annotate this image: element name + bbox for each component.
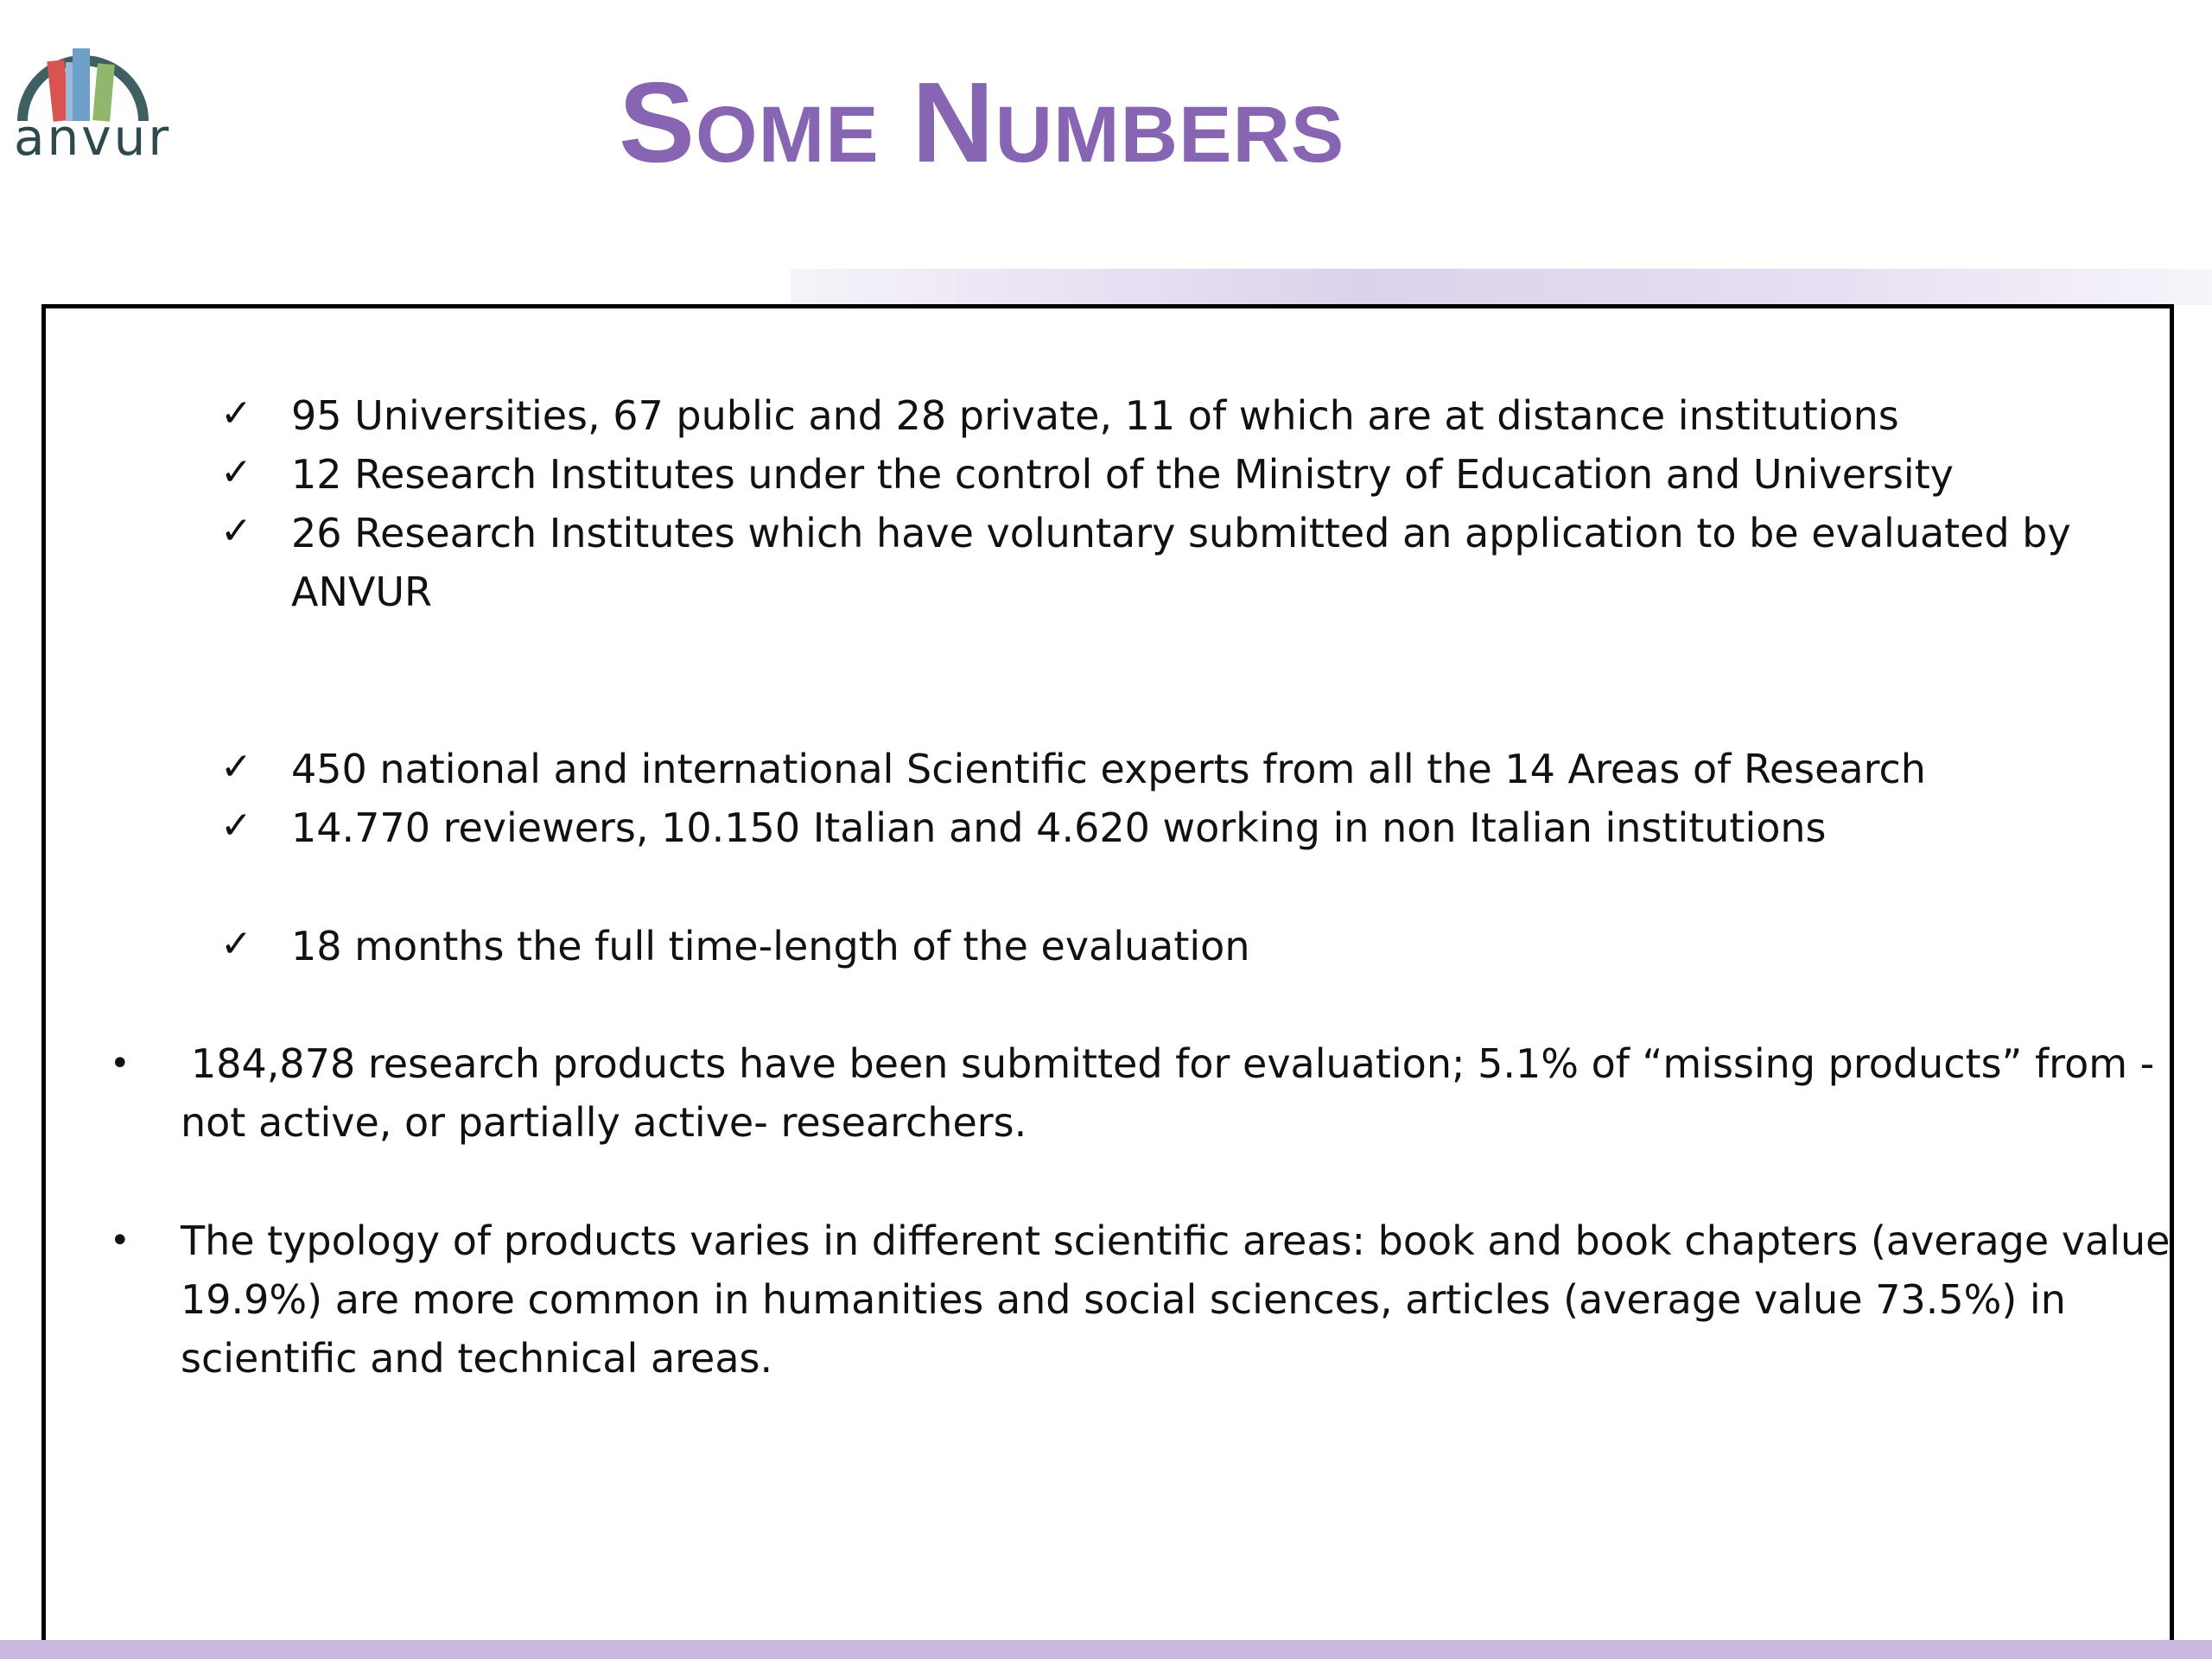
check-icon: ✓	[220, 450, 252, 494]
list-item-research-institutes: 12 Research Institutes under the control of the Ministry of Education and University	[291, 451, 1954, 498]
list-item-universities: 95 Universities, 67 public and 28 private, 11 of which are at distance institutions	[291, 392, 1899, 439]
bullet-icon: •	[110, 1221, 130, 1261]
page-title: Some Numbers	[619, 59, 1345, 186]
list-item-voluntary-institutes: 26 Research Institutes which have voluntary submitted an application to be evaluated by	[291, 510, 2071, 556]
list-item-products: 184,878 research products have been submitted for evaluation; 5.1% of “missing products” from -	[191, 1040, 2155, 1087]
check-icon: ✓	[220, 804, 252, 848]
content-frame	[41, 304, 2174, 1645]
list-item-typology-cont: scientific and technical areas.	[181, 1335, 773, 1382]
check-icon: ✓	[220, 745, 252, 789]
list-item-voluntary-institutes-cont: ANVUR	[291, 569, 432, 615]
list-item-products-cont: not active, or partially active- researchers.	[181, 1099, 1027, 1146]
footer-bar	[0, 1640, 2212, 1659]
bullet-icon: •	[110, 1044, 130, 1084]
list-item-typology-cont: 19.9%) are more common in humanities and social sciences, articles (average value 73.5%) in	[181, 1276, 2066, 1323]
list-item-duration: 18 months the full time-length of the evaluation	[291, 923, 1250, 969]
accent-bar	[791, 269, 2212, 305]
list-item-reviewers: 14.770 reviewers, 10.150 Italian and 4.620 working in non Italian institutions	[291, 804, 1827, 851]
list-item-typology: The typology of products varies in different scientific areas: book and book chapters (average value	[181, 1217, 2171, 1264]
check-icon: ✓	[220, 922, 252, 966]
list-item-experts: 450 national and international Scientific experts from all the 14 Areas of Research	[291, 746, 1926, 792]
anvur-logo	[12, 45, 172, 167]
check-icon: ✓	[220, 509, 252, 553]
logo-text: anvur	[14, 108, 172, 167]
check-icon: ✓	[220, 391, 252, 435]
